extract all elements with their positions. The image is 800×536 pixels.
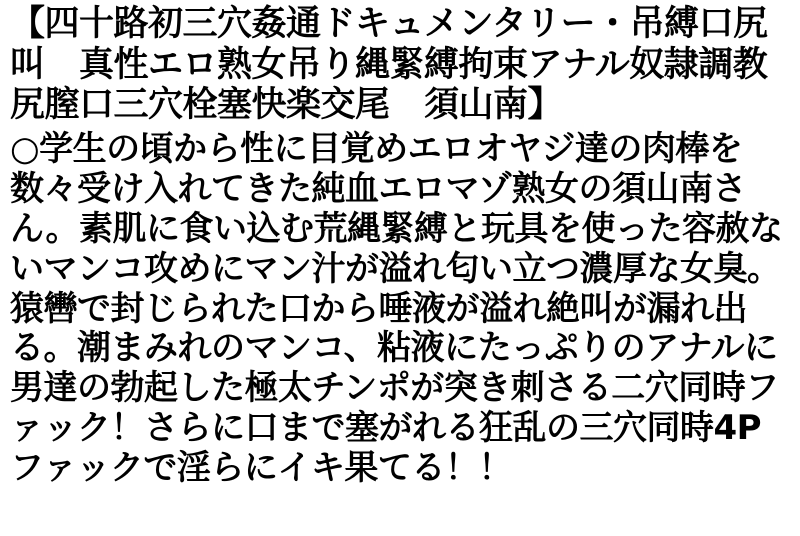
page-title: 【四十路初三穴姦通ドキュメンタリー・吊縛口尻叫 真性エロ熟女吊り縄緊縛拘束アナル奴隷調教尻膣口三穴栓塞快楽交尾 須山南】 (10, 4, 768, 126)
document-body-text: ○学生の頃から性に目覚めエロオヤジ達の肉棒を数々受け入れてきた純血エロマゾ熟女の須山南さん。素肌に食い込む荒縄緊縛と玩具を使った容赦ないマンコ攻めにマン汁が溢れ匂い立つ濃厚な女臭。猿轡で封じられた口から唾液が溢れ絶叫が漏れ出る。潮まみれのマンコ、粘液にたっぷりのアナルに男達の勃起した極太チンポが突き刺さる二穴同時ファック！さらに口まで塞がれる狂乱の三穴同時4Pファックで淫らにイキ果てる！！ (10, 128, 783, 489)
